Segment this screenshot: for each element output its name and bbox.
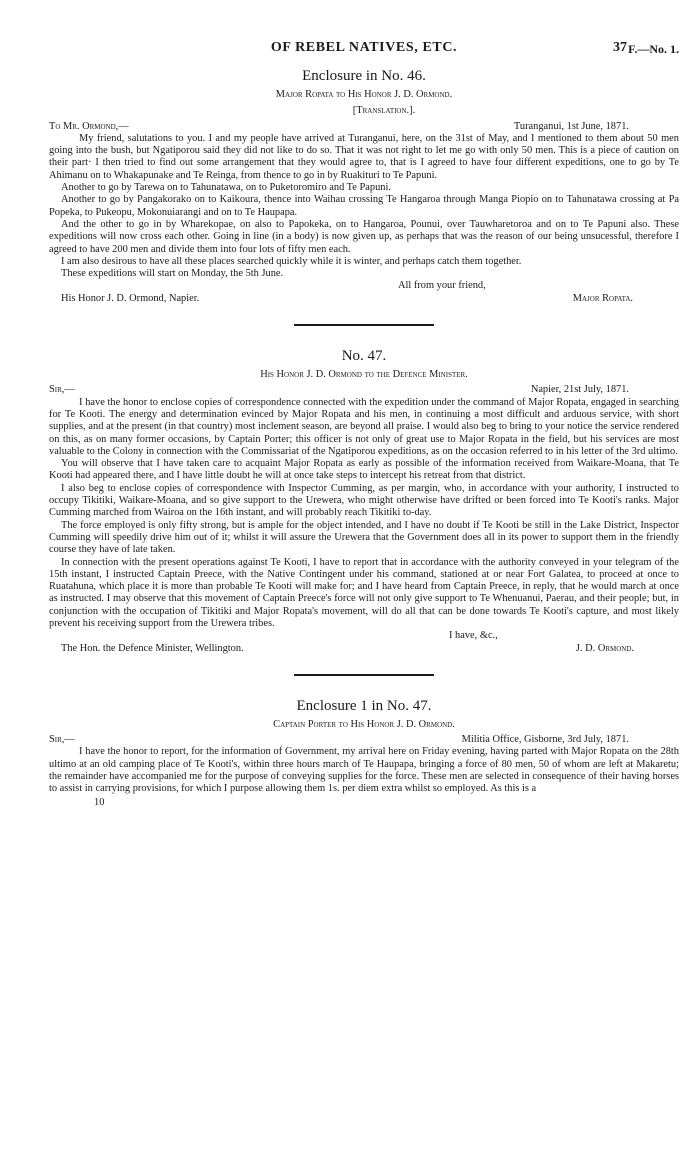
paragraph: I have the honor to report, for the information of Government, my arrival here on Friday evening, having parted with Major Ropata on the 28th ultimo at an old camping place of Te Kooti's, within three hours march of Te Haupapa, bringing a force of 80 men, 50 of whom are left at Makaretu; the remainder have accompanied me for the purpose of conveying supplies for the force. These men are selected in consequence of their having horses to assist in carrying provisions, for which I purpose allowing them 1s. per diem extra whilst so employed. As this is a	[49, 746, 679, 795]
place-date: Napier, 21st July, 1871.	[530, 384, 629, 396]
salutation: To Mr. Ormond,—	[49, 120, 129, 132]
enclosure-46-subtitle: Major Ropata to His Honor J. D. Ormond.	[275, 89, 453, 100]
paragraph: I have the honor to enclose copies of correspondence connected with the expedition under the command of Major Ropata, engaged in searching for Te Kooti. The energy and determination evinced by Major Ropata and his men, in continuing a most difficult and arduous service, with short supplies, and at the present (in that country) most inclement season, are beyond all praise. I would also beg to bring to your notice the service rendered on this, as on many former occasions, by Captain Porter; this officer is not only of great use to Major Ropata in the field, but his services are most valuable to the Colony in connection with the Commissariat of the Ngatiporou expeditions, as on the occasion referred to in his letter of the 3rd ultimo.	[49, 396, 679, 457]
paragraph: In connection with the present operations against Te Kooti, I have to report that in accordance with the authority conveyed in your telegram of the 15th instant, I instructed Captain Preece, with the Native Contingent under his command, stationed at or near Fort Galatea, to proceed at once to Ruatahuna, which place it is more than probable Te Kooti will make for; and I have heard from Captain Preece, in reply, that he would march at once as instructed. I may observe that this movement of Captain Preece's force will not only give support to Te Whenuanui, Paerau, and their people; but, in conjunction with the occupation of Tikitiki and Major Ropata's movement, will do all that can be done towards Te Kooti's capture, and most likely prevent his receiving support from the Urewera tribes.	[49, 556, 679, 629]
salutation: Sir,—	[49, 384, 75, 396]
paragraph: The force employed is only fifty strong, but is ample for the object intended, and I have no doubt if Te Kooti be still in the Lake District, Inspector Cumming will speedily drive him out of it; whilst it will assure the Urewera that the Government does all in its power to support them in the friendly course they have of late taken.	[49, 519, 679, 556]
no-47-subtitle: His Honor J. D. Ormond to the Defence Minister.	[260, 369, 468, 381]
paragraph: My friend, salutations to you. I and my people have arrived at Turanganui, here, on the 31st of May, and I mentioned to them about 50 men going into the bush, but Ngatiporou said they did not like to do so. That it was not right to let me go with only 50 men. This is a piece of caution on their part· I then tried to find out some arrangement that they would agree to, that is I agreed to have four different expeditions, one to go by Te Ahimanu on to Whakapunake and Te Reinga, from thence to go in by Ruakituri to Te Papuni.	[49, 132, 679, 181]
paragraph: I also beg to enclose copies of correspondence with Inspector Cumming, as per margin, who, in accordance with your authority, I instructed to occupy Tikitiki, Waikare-Moana, and so give support to the Urewera, who might otherwise have drifted or been forced into Te Kooti's ranks. Major Cumming marched from Wairoa on the 16th instant, and will probably reach Tikitiki to-day.	[49, 482, 679, 519]
no-47-title: No. 47.	[341, 348, 387, 365]
enclosure-1-47-subtitle: Captain Porter to His Honor J. D. Ormond.	[273, 718, 455, 730]
letter-47-header	[49, 384, 679, 396]
signature-mark: 10	[94, 796, 105, 808]
place-date: Militia Office, Gisborne, 3rd July, 1871.	[461, 734, 629, 746]
enclosure-46-title: Enclosure in No. 46.	[302, 68, 426, 84]
salutation: Sir,—	[49, 734, 75, 746]
paragraph: Another to go by Tarewa on to Tahunatawa, on to Puketoromiro and Te Papuni.	[61, 182, 391, 194]
paragraph: These expeditions will start on Monday, the 5th June.	[61, 268, 284, 280]
paragraph: I am also desirous to have all these places searched quickly while it is winter, and perhaps catch them together.	[61, 255, 522, 267]
paragraph: And the other to go in by Wharekopae, on also to Papokeka, on to Hangaroa, Pounui, over Tauwharetoroa and on to Te Papuni also. These expeditions will now cross each other. Going in line (in a body) is now given up, as perhaps that was the reason of our being unsucessful, therefore I agreed to have 200 men and divide them into four lots of fifty men each.	[49, 218, 679, 255]
section-divider	[294, 324, 434, 326]
place-date: Turanganui, 1st June, 1871.	[513, 120, 629, 132]
document-reference: F.—No. 1.	[628, 42, 679, 56]
page-number: 37	[613, 40, 627, 55]
translation-note: [Translation.].	[352, 105, 416, 117]
addressee: His Honor J. D. Ormond, Napier.	[61, 292, 200, 304]
paragraph: Another to go by Pangakorako on to Kaikoura, thence into Waihau crossing Te Hangaroa through Manga Piopio on to Tahunatawa crossing at Pa Popeka, to Pukeopu, Mokonuiarangi and on to Te Haupapa.	[49, 194, 679, 218]
document-page	[49, 40, 679, 809]
enclosure-1-47-title: Enclosure 1 in No. 47.	[296, 697, 432, 714]
letter-46-header	[49, 121, 679, 133]
signature-row	[49, 643, 679, 655]
addressee: The Hon. the Defence Minister, Wellington.	[61, 642, 244, 654]
signature-row	[49, 293, 679, 305]
running-title: OF REBEL NATIVES, ETC.	[270, 40, 458, 55]
letter-enc1-header	[49, 734, 679, 746]
closing: I have, &c.,	[449, 630, 498, 642]
paragraph: You will observe that I have taken care to acquaint Major Ropata as early as possible of the information received from Waikare-Moana, that Te Kooti had appeared there, and I have little doubt he will at once take steps to intercept his retreat from that district.	[49, 458, 679, 482]
signature: J. D. Ormond.	[575, 642, 634, 654]
closing: All from your friend,	[398, 280, 486, 292]
signature: Major Ropata.	[572, 292, 633, 304]
section-divider	[294, 674, 434, 676]
running-header	[49, 40, 679, 60]
